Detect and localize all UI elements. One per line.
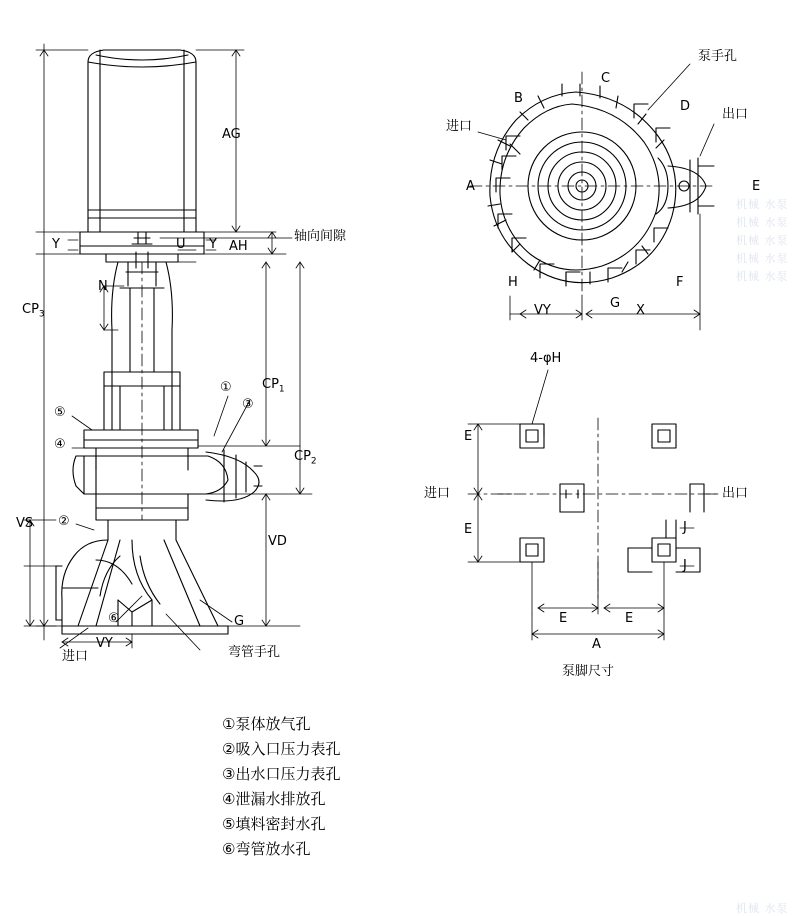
dim-label-G-front: G xyxy=(234,614,245,629)
dim-label-Y-right: Y xyxy=(209,237,217,252)
footview-dim-J1: J xyxy=(683,520,687,535)
label-elbow-handhole: 弯管手孔 xyxy=(228,645,281,660)
legend-list xyxy=(222,712,340,862)
callout-2: ② xyxy=(58,514,70,529)
topview-dim-VY: VY xyxy=(534,303,551,318)
dim-label-CP3: $CP_3$ xyxy=(22,302,45,320)
legend-item-3: ③出水口压力表孔 xyxy=(222,765,341,783)
topview-dim-X: X xyxy=(636,303,645,318)
caption-foot-view: 泵脚尺寸 xyxy=(562,664,615,679)
dim-label-AH: AH xyxy=(229,239,248,254)
dim-label-AG: AG xyxy=(222,127,241,142)
label-outlet-top: 出口 xyxy=(722,107,749,122)
dim-label-Y-left: Y xyxy=(52,237,60,252)
dim-label-VS: VS xyxy=(16,516,34,531)
topview-letter-E: E xyxy=(752,179,761,194)
label-pump-handhole: 泵手孔 xyxy=(698,49,738,64)
footview-dim-E4: E xyxy=(625,611,634,626)
dim-label-N: N xyxy=(98,279,108,294)
dim-label-VD: VD xyxy=(268,534,287,549)
label-outlet-foot: 出口 xyxy=(722,486,749,501)
legend-item-6: ⑥弯管放水孔 xyxy=(222,840,311,858)
watermark-text: 机械 水泵 xyxy=(736,216,789,229)
callout-5: ⑤ xyxy=(54,405,66,420)
label-axial-clearance: 轴向间隙 xyxy=(294,229,347,244)
label-inlet-top: 进口 xyxy=(446,119,473,134)
footview-dim-A: A xyxy=(592,637,601,652)
footview-bolt-note: 4-φH xyxy=(530,351,562,366)
label-inlet-foot: 进口 xyxy=(424,486,451,501)
topview-letter-F: F xyxy=(676,275,684,290)
topview-letter-B: B xyxy=(514,91,523,106)
watermark-text: 机械 水泵 xyxy=(736,270,789,283)
legend-item-1: ①泵体放气孔 xyxy=(222,715,311,733)
topview-letter-C: C xyxy=(601,71,611,86)
label-inlet-front: 进口 xyxy=(62,649,89,664)
legend-item-4: ④泄漏水排放孔 xyxy=(222,790,326,808)
legend-item-2: ②吸入口压力表孔 xyxy=(222,740,341,758)
callout-6: ⑥ xyxy=(108,611,120,626)
footview-dim-J2: J xyxy=(683,558,687,573)
callout-4: ④ xyxy=(54,437,66,452)
footview-dim-E3: E xyxy=(559,611,568,626)
dim-label-U: U xyxy=(176,237,186,252)
dim-label-VY: VY xyxy=(96,636,113,651)
legend-item-5: ⑤填料密封水孔 xyxy=(222,815,326,833)
topview-letter-D: D xyxy=(680,99,691,114)
dim-label-CP2: $CP_2$ xyxy=(294,449,317,467)
watermark-text: 机械 水泵 xyxy=(736,902,789,915)
watermark-text: 机械 水泵 xyxy=(736,234,789,247)
footview-dim-E1: E xyxy=(464,429,473,444)
topview-letter-G: G xyxy=(610,296,621,311)
callout-3: ③ xyxy=(242,397,254,412)
dim-label-CP1: $CP_1$ xyxy=(262,377,285,395)
topview-letter-A: A xyxy=(466,179,475,194)
callout-1: ① xyxy=(220,380,232,395)
footview-dim-E2: E xyxy=(464,522,473,537)
watermark-text: 机械 水泵 xyxy=(736,198,789,211)
watermark-text: 机械 水泵 xyxy=(736,252,789,265)
topview-letter-H: H xyxy=(508,275,518,290)
